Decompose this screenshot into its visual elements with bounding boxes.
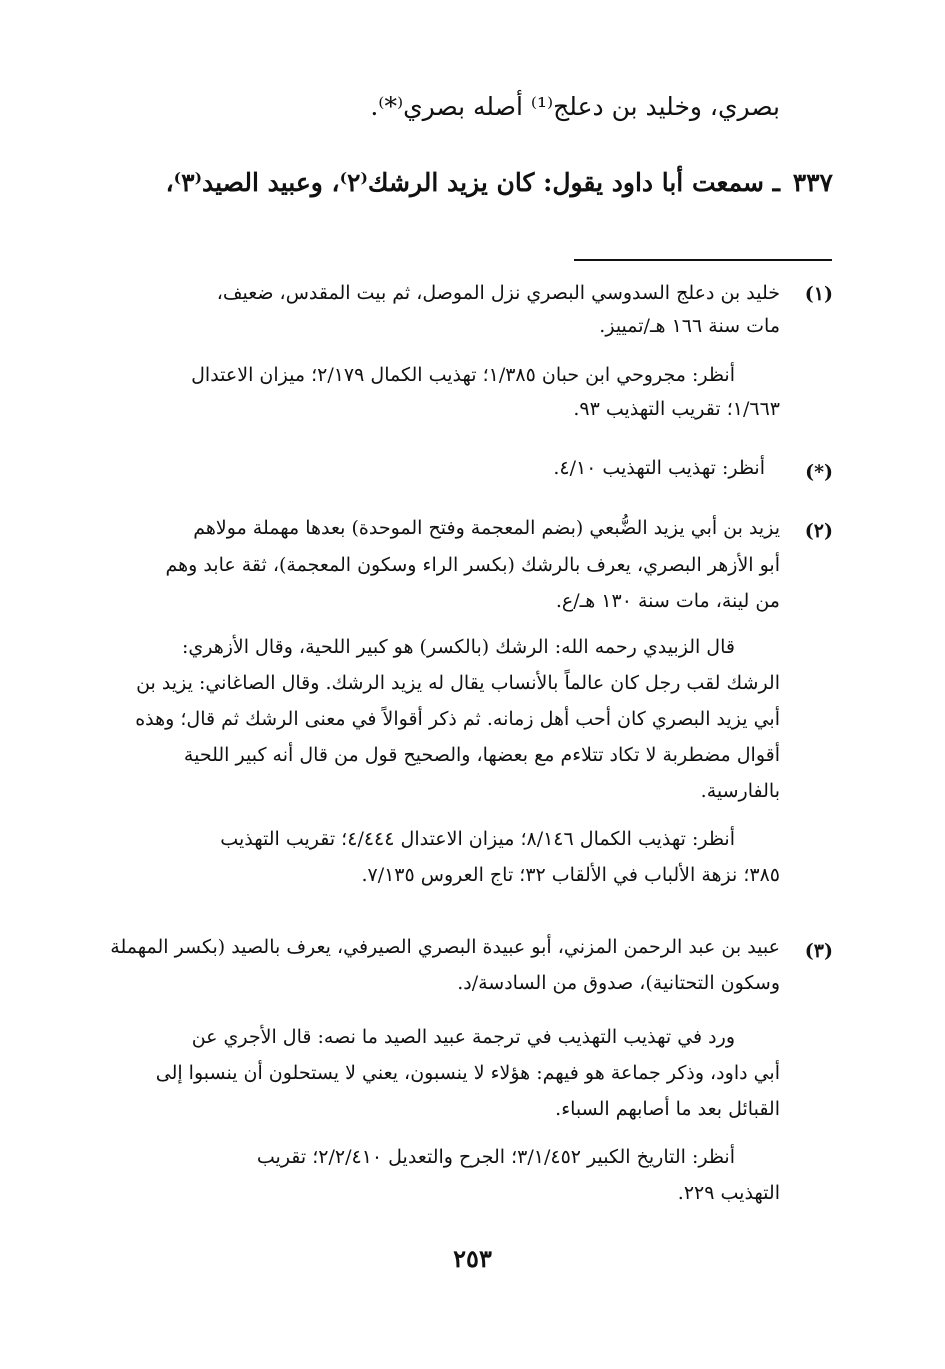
- footnote-marker-3: (٣): [804, 940, 833, 962]
- footnote-2-note-line: الرشك لقب رجل كان عالماً بالأنساب يقال له يزيد الرشك. وقال الصاغاني: يزيد بن: [136, 672, 780, 694]
- footnote-2-line: من لينة، مات سنة ١٣٠ هـ/ع.: [555, 590, 780, 612]
- footnote-2-note-line: أبي يزيد البصري كان أحب أهل زمانه. ثم ذكر أقوالاً في معنى الرشك ثم قال؛ وهذه: [135, 708, 780, 730]
- footnote-3-note-line: أبي داود، وذكر جماعة هو فيهم: هؤلاء لا ينسبون، يعني لا يستحلون أن ينسبوا إلى: [155, 1062, 780, 1084]
- footnote-3-ref-line: أنظر: التاريخ الكبير ٣/١/٤٥٢؛ الجرح والتعديل ٢/٢/٤١٠؛ تقريب: [256, 1146, 735, 1168]
- footnote-2-note-line: قال الزبيدي رحمه الله: الرشك (بالكسر) هو كبير اللحية، وقال الأزهري:: [181, 636, 735, 658]
- page-number: ٢٥٣: [453, 1244, 492, 1273]
- footnote-3-line: وسكون التحتانية)، صدوق من السادسة/د.: [457, 972, 780, 994]
- main-text-line-2: ـ سمعت أبا داود يقول: كان يزيد الرشك⁽٢⁾، وعبيد الصيد⁽٣⁾،: [165, 168, 780, 197]
- entry-number: ٣٣٧: [792, 168, 833, 197]
- footnote-marker-1: (١): [804, 283, 833, 305]
- footnote-3-ref-line: التهذيب ٢٢٩.: [677, 1182, 780, 1204]
- footnote-2-line: أبو الأزهر البصري، يعرف بالرشك (بكسر الراء وسكون المعجمة)، ثقة عابد وهم: [165, 554, 780, 576]
- footnote-1-line: مات سنة ١٦٦ هـ/تمييز.: [599, 315, 780, 337]
- footnote-2-line: يزيد بن أبي يزيد الضُّبعي (بضم المعجمة وفتح الموحدة) بعدها مهملة مولاهم: [193, 517, 780, 539]
- footnote-2-note-line: أقوال مضطربة لا تكاد تتلاءم مع بعضها، والصحيح قول من قال أنه كبير اللحية: [183, 744, 780, 766]
- footnote-marker-2: (٢): [804, 520, 833, 542]
- footnote-1-line: خليد بن دعلج السدوسي البصري نزل الموصل، ثم بيت المقدس، ضعيف،: [216, 282, 780, 304]
- footnote-marker-star: (*): [805, 461, 833, 483]
- footnote-2-note-line: بالفارسية.: [700, 780, 780, 802]
- footnote-separator: [574, 259, 832, 261]
- footnote-2-ref-line: أنظر: تهذيب الكمال ٨/١٤٦؛ ميزان الاعتدال ٤/٤٤٤؛ تقريب التهذيب: [220, 828, 735, 850]
- footnote-3-line: عبيد بن عبد الرحمن المزني، أبو عبيدة البصري الصيرفي، يعرف بالصيد (بكسر المهملة: [110, 936, 780, 958]
- footnote-star-line: أنظر: تهذيب التهذيب ٤/١٠.: [553, 457, 765, 479]
- footnote-1-ref-line: ١/٦٦٣؛ تقريب التهذيب ٩٣.: [573, 398, 780, 420]
- footnote-3-note-line: ورد في تهذيب التهذيب في ترجمة عبيد الصيد ما نصه: قال الأجري عن: [191, 1026, 735, 1048]
- footnote-1-ref-line: أنظر: مجروحي ابن حبان ١/٣٨٥؛ تهذيب الكمال ٢/١٧٩؛ ميزان الاعتدال: [191, 364, 735, 386]
- footnote-2-ref-line: ٣٨٥؛ نزهة الألباب في الألقاب ٣٢؛ تاج العروس ٧/١٣٥.: [361, 864, 780, 886]
- main-text-line-1: بصري، وخليد بن دعلج⁽¹⁾ أصله بصري⁽*⁾.: [370, 92, 780, 121]
- footnote-3-note-line: القبائل بعد ما أصابهم السباء.: [555, 1098, 780, 1120]
